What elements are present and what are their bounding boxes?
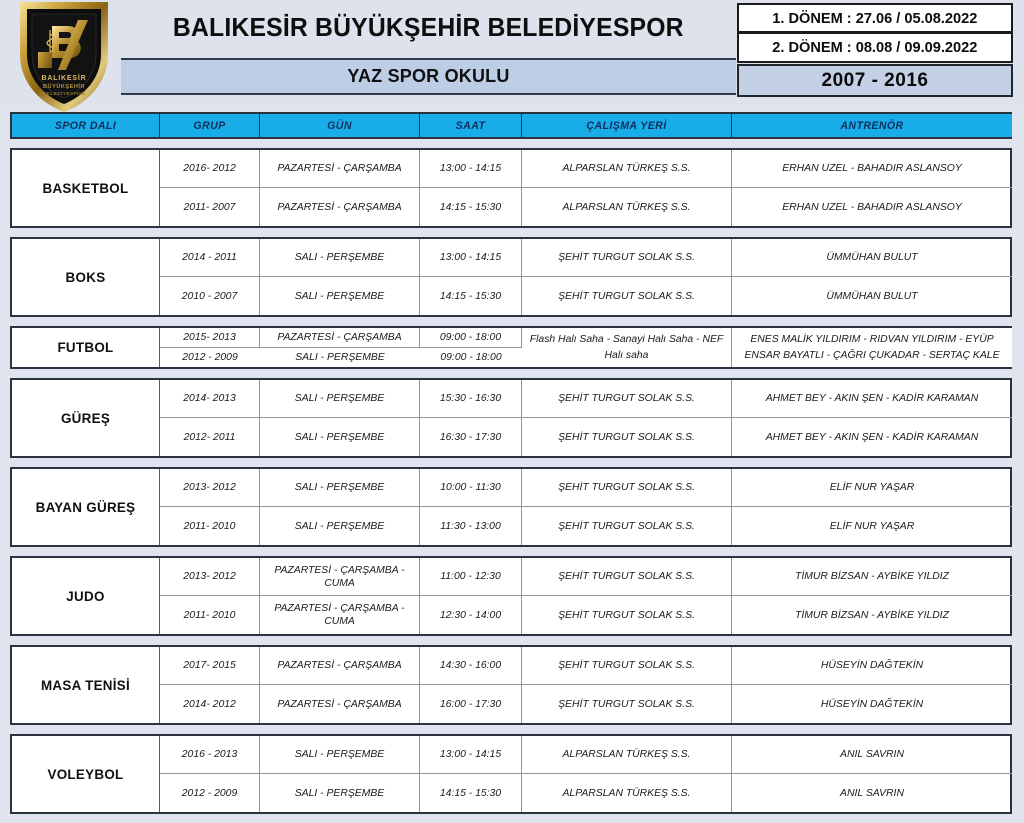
cell-saat <box>420 418 522 456</box>
sport-rows <box>160 558 1012 634</box>
cell-text: SALI - PERŞEMBE <box>294 520 385 532</box>
table-row <box>160 507 1012 545</box>
cell-text: SALI - PERŞEMBE <box>295 352 385 363</box>
cell-text: SALI - PERŞEMBE <box>294 749 385 760</box>
cell-text: 2010 - 2007 <box>181 290 238 302</box>
cell-grup <box>160 507 260 545</box>
cell-gun <box>260 380 420 417</box>
cell-gun <box>260 647 420 684</box>
sport-name-cell <box>12 647 160 723</box>
table-row <box>160 277 1012 315</box>
cell-text: 12:30 - 14:00 <box>439 609 502 621</box>
cell-text: ŞEHİT TURGUT SOLAK S.S. <box>558 609 695 621</box>
cell-gun <box>260 418 420 456</box>
table-row <box>160 469 1012 507</box>
cell-text: SALI - PERŞEMBE <box>294 431 385 443</box>
cell-gun <box>260 685 420 723</box>
cell-grup <box>160 239 260 276</box>
cell-text: 15:30 - 16:30 <box>439 393 502 404</box>
sport-name-label: GÜREŞ <box>60 410 111 426</box>
cell-text: 13:00 - 14:15 <box>439 163 502 174</box>
cell-gun <box>260 774 420 812</box>
cell-antrenor <box>732 418 1012 456</box>
cell-text: PAZARTESİ - ÇARŞAMBA <box>277 332 402 343</box>
cell-text: ŞEHİT TURGUT SOLAK S.S. <box>558 698 695 710</box>
cell-gun <box>260 239 420 276</box>
table-row <box>160 736 1012 774</box>
cell-grup <box>160 150 260 187</box>
cell-antrenor <box>732 380 1012 417</box>
column-gun <box>260 328 420 367</box>
sport-block <box>10 467 1012 547</box>
sport-name-label: FUTBOL <box>57 340 114 355</box>
cell-grup <box>160 418 260 456</box>
period-2-box <box>737 33 1013 63</box>
club-title-band <box>121 0 736 57</box>
cell-grup <box>160 596 260 634</box>
cell-saat <box>420 596 522 634</box>
sport-name-cell <box>12 239 160 315</box>
cell-text: 13:00 - 14:15 <box>439 749 502 760</box>
cell-text: Flash Halı Saha - Sanayi Halı Saha - NEF Halı saha <box>529 334 724 361</box>
poster-header <box>0 0 1024 104</box>
sport-block <box>10 556 1012 636</box>
svg-text:BELEDİYESPOR: BELEDİYESPOR <box>42 92 86 97</box>
cell-grup <box>160 469 260 506</box>
cell-gun <box>260 188 420 226</box>
cell-text: ÜMMÜHAN BULUT <box>826 290 918 302</box>
cell-text: ŞEHİT TURGUT SOLAK S.S. <box>558 393 695 404</box>
cell-text: 2013- 2012 <box>183 482 236 493</box>
column-saat <box>420 328 522 367</box>
cell-yer <box>522 380 732 417</box>
cell-text: 2016- 2012 <box>183 163 236 174</box>
cell-grup <box>160 277 260 315</box>
cell-saat <box>420 150 522 187</box>
sport-block <box>10 734 1012 814</box>
cell-gun <box>260 469 420 506</box>
cell-text: SALI - PERŞEMBE <box>294 787 385 799</box>
cell-saat <box>420 348 522 367</box>
cell-text: PAZARTESİ - ÇARŞAMBA - CUMA <box>274 564 405 589</box>
cell-gun <box>260 150 420 187</box>
sport-rows <box>160 150 1012 226</box>
cell-text: 2015- 2013 <box>183 332 236 343</box>
table-row <box>160 774 1012 812</box>
table-row <box>160 685 1012 723</box>
svg-text:BALIKESİR: BALIKESİR <box>41 75 87 82</box>
cell-text: ERHAN UZEL - BAHADIR ASLANSOY <box>782 201 962 213</box>
cell-gun <box>260 277 420 315</box>
cell-text: 13:00 - 14:15 <box>439 252 502 263</box>
cell-antrenor-merged <box>732 328 1012 367</box>
cell-text: 2014- 2012 <box>183 698 236 710</box>
column-header-saat: SAAT <box>420 114 522 137</box>
club-crest-logo <box>8 0 120 114</box>
cell-grup <box>160 188 260 226</box>
cell-yer <box>522 647 732 684</box>
column-grup <box>160 328 260 367</box>
cell-saat <box>420 685 522 723</box>
cell-text: TİMUR BİZSAN - AYBİKE YILDIZ <box>795 609 949 621</box>
sport-name-label: JUDO <box>66 588 105 604</box>
cell-yer <box>522 418 732 456</box>
cell-grup <box>160 685 260 723</box>
cell-text: PAZARTESİ - ÇARŞAMBA <box>277 201 402 213</box>
period-1-label: 1. DÖNEM : 27.06 / 05.08.2022 <box>772 9 978 27</box>
cell-text: ÜMMÜHAN BULUT <box>826 252 918 263</box>
cell-text: 16:30 - 17:30 <box>439 431 502 443</box>
cell-yer <box>522 150 732 187</box>
sport-rows <box>160 239 1012 315</box>
cell-antrenor <box>732 647 1012 684</box>
cell-antrenor <box>732 469 1012 506</box>
cell-text: 2012- 2011 <box>183 431 236 443</box>
cell-text: ELİF NUR YAŞAR <box>829 482 915 493</box>
sport-block <box>10 148 1012 228</box>
sport-rows <box>160 469 1012 545</box>
cell-text: ŞEHİT TURGUT SOLAK S.S. <box>558 252 695 263</box>
cell-text: 2013- 2012 <box>183 571 236 582</box>
cell-text: ERHAN UZEL - BAHADIR ASLANSOY <box>782 163 962 174</box>
table-row <box>160 596 1012 634</box>
cell-text: PAZARTESİ - ÇARŞAMBA - CUMA <box>274 603 405 627</box>
cell-text: 2012 - 2009 <box>181 787 238 799</box>
cell-saat <box>420 188 522 226</box>
sport-name-cell <box>12 558 160 634</box>
cell-text: 2014 - 2011 <box>182 252 237 263</box>
table-row <box>160 380 1012 418</box>
cell-text: AHMET BEY - AKIN ŞEN - KADİR KARAMAN <box>765 393 979 404</box>
cell-grup <box>160 736 260 773</box>
cell-grup <box>160 774 260 812</box>
cell-text: ELİF NUR YAŞAR <box>829 520 915 532</box>
cell-gun <box>260 596 420 634</box>
cell-antrenor <box>732 239 1012 276</box>
cell-text: ŞEHİT TURGUT SOLAK S.S. <box>558 482 695 493</box>
cell-text: SALI - PERŞEMBE <box>294 252 385 263</box>
sport-name-cell <box>12 469 160 545</box>
sport-name-cell <box>12 736 160 812</box>
cell-text: ŞEHİT TURGUT SOLAK S.S. <box>558 290 695 302</box>
sport-rows <box>160 647 1012 723</box>
cell-text: SALI - PERŞEMBE <box>294 482 385 493</box>
cell-text: HÜSEYİN DAĞTEKİN <box>820 698 924 710</box>
subtitle-band <box>121 58 736 95</box>
sport-name-label: VOLEYBOL <box>47 766 124 782</box>
cell-text: ANIL SAVRIN <box>840 787 904 799</box>
column-header-antrenor: ANTRENÖR <box>732 114 1012 137</box>
cell-antrenor <box>732 774 1012 812</box>
cell-calisma-yeri-merged <box>522 328 732 367</box>
table-row <box>160 647 1012 685</box>
cell-gun <box>260 328 420 348</box>
cell-antrenor <box>732 685 1012 723</box>
cell-text: ALPARSLAN TÜRKEŞ S.S. <box>562 163 691 174</box>
cell-gun <box>260 348 420 367</box>
cell-yer <box>522 469 732 506</box>
cell-text: ŞEHİT TURGUT SOLAK S.S. <box>558 431 695 443</box>
cell-saat <box>420 736 522 773</box>
sport-blocks-container <box>10 148 1012 814</box>
cell-yer <box>522 507 732 545</box>
cell-saat <box>420 647 522 684</box>
sport-block <box>10 645 1012 725</box>
cell-text: 2011- 2010 <box>183 609 236 621</box>
sport-name-label: BOKS <box>65 269 106 285</box>
cell-text: AHMET BEY - AKIN ŞEN - KADİR KARAMAN <box>765 431 979 443</box>
sport-name-label: MASA TENİSİ <box>40 677 131 693</box>
cell-text: 11:00 - 12:30 <box>440 571 501 582</box>
cell-text: HÜSEYİN DAĞTEKİN <box>820 660 924 671</box>
sport-rows <box>160 380 1012 456</box>
cell-text: 2011- 2010 <box>183 520 236 532</box>
cell-antrenor <box>732 150 1012 187</box>
period-1-box <box>737 3 1013 33</box>
cell-text: ŞEHİT TURGUT SOLAK S.S. <box>558 660 695 671</box>
sport-name-cell <box>12 328 160 367</box>
table-row <box>160 418 1012 456</box>
page-subtitle: YAZ SPOR OKULU <box>347 66 510 86</box>
cell-text: 10:00 - 11:30 <box>440 482 501 493</box>
cell-grup <box>160 558 260 595</box>
cell-gun <box>260 558 420 595</box>
cell-text: 14:15 - 15:30 <box>439 290 502 302</box>
age-range-label: 2007 - 2016 <box>821 69 929 91</box>
cell-saat <box>420 469 522 506</box>
cell-grup <box>160 348 260 367</box>
sport-name-cell <box>12 380 160 456</box>
cell-text: 2017- 2015 <box>183 660 236 671</box>
sport-block <box>10 378 1012 458</box>
table-row <box>160 239 1012 277</box>
cell-text: ANIL SAVRIN <box>840 749 904 760</box>
cell-text: PAZARTESİ - ÇARŞAMBA <box>277 660 402 671</box>
cell-text: SALI - PERŞEMBE <box>294 393 385 404</box>
cell-text: 2011- 2007 <box>183 201 236 213</box>
cell-text: ALPARSLAN TÜRKEŞ S.S. <box>562 749 691 760</box>
cell-text: 2016 - 2013 <box>181 749 238 760</box>
cell-text: 14:15 - 15:30 <box>439 787 502 799</box>
sport-name-cell <box>12 150 160 226</box>
cell-gun <box>260 507 420 545</box>
sport-block <box>10 237 1012 317</box>
sport-block <box>10 326 1012 369</box>
cell-text: SALI - PERŞEMBE <box>294 290 385 302</box>
cell-text: 11:30 - 13:00 <box>440 520 501 532</box>
sport-name-label: BAYAN GÜREŞ <box>35 499 136 515</box>
cell-text: PAZARTESİ - ÇARŞAMBA <box>277 163 402 174</box>
cell-grup <box>160 647 260 684</box>
cell-text: ŞEHİT TURGUT SOLAK S.S. <box>558 571 695 582</box>
cell-yer <box>522 596 732 634</box>
svg-text:BÜYÜKŞEHİR: BÜYÜKŞEHİR <box>43 84 85 90</box>
cell-saat <box>420 774 522 812</box>
cell-yer <box>522 736 732 773</box>
cell-text: PAZARTESİ - ÇARŞAMBA <box>277 698 402 710</box>
cell-text: 2014- 2013 <box>183 393 236 404</box>
cell-saat <box>420 328 522 348</box>
cell-saat <box>420 277 522 315</box>
cell-text: ALPARSLAN TÜRKEŞ S.S. <box>562 787 691 799</box>
table-row <box>160 188 1012 226</box>
cell-text: 16:00 - 17:30 <box>439 698 502 710</box>
cell-text: ENES MALİK YILDIRIM - RIDVAN YILDIRIM - EYÜP ENSAR BAYATLI - ÇAĞRI ÇUKADAR - SERTAÇ KALE <box>744 334 1000 361</box>
schedule-table <box>10 112 1012 823</box>
cell-antrenor <box>732 558 1012 595</box>
cell-gun <box>260 736 420 773</box>
cell-text: ŞEHİT TURGUT SOLAK S.S. <box>558 520 695 532</box>
cell-text: TİMUR BİZSAN - AYBİKE YILDIZ <box>795 571 949 582</box>
cell-yer <box>522 188 732 226</box>
page-title: BALIKESİR BÜYÜKŞEHİR BELEDİYESPOR <box>173 14 684 42</box>
cell-grup <box>160 328 260 348</box>
cell-antrenor <box>732 188 1012 226</box>
cell-text: 09:00 - 18:00 <box>439 332 502 343</box>
cell-antrenor <box>732 596 1012 634</box>
cell-text: 14:30 - 16:00 <box>439 660 502 671</box>
cell-saat <box>420 380 522 417</box>
table-row <box>160 558 1012 596</box>
cell-saat <box>420 558 522 595</box>
table-header-row <box>10 112 1012 139</box>
sport-name-label: BASKETBOL <box>42 180 129 196</box>
cell-text: 2012 - 2009 <box>182 352 238 363</box>
age-range-box <box>737 64 1013 97</box>
cell-yer <box>522 685 732 723</box>
cell-antrenor <box>732 277 1012 315</box>
cell-text: 09:00 - 18:00 <box>440 352 502 363</box>
cell-saat <box>420 239 522 276</box>
cell-text: 14:15 - 15:30 <box>439 201 502 213</box>
cell-antrenor <box>732 507 1012 545</box>
cell-antrenor <box>732 736 1012 773</box>
cell-grup <box>160 380 260 417</box>
cell-yer <box>522 239 732 276</box>
column-header-spor-dali: SPOR DALI <box>12 114 160 137</box>
column-header-gun: GÜN <box>260 114 420 137</box>
column-header-grup: GRUP <box>160 114 260 137</box>
cell-yer <box>522 774 732 812</box>
sport-rows <box>160 736 1012 812</box>
cell-saat <box>420 507 522 545</box>
period-2-label: 2. DÖNEM : 08.08 / 09.09.2022 <box>772 39 978 56</box>
cell-text: ALPARSLAN TÜRKEŞ S.S. <box>562 201 691 213</box>
cell-yer <box>522 277 732 315</box>
column-header-calisma-yeri: ÇALIŞMA YERİ <box>522 114 732 137</box>
cell-yer <box>522 558 732 595</box>
table-row <box>160 150 1012 188</box>
